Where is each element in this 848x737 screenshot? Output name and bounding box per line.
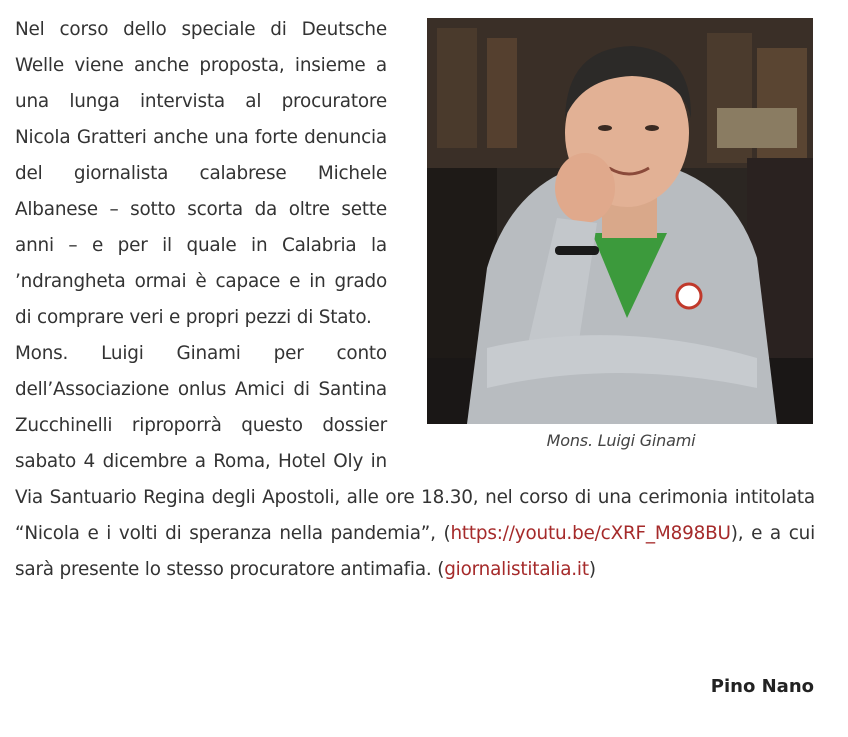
source-link[interactable]: giornalistitalia.it: [444, 559, 589, 580]
article-figure: [427, 18, 815, 452]
photo-caption: Mons. Luigi Ginami: [546, 431, 696, 450]
paragraph-2-start: Mons. Luigi Ginami per conto dell’Associazione onlus Amici di Santina Zucchinelli riproporrà questo dossier sabato 4 dicembre a Roma, Hotel Oly in Via Santuario Regina degli Apostoli, alle ore 18.30, nel corso di una cerimonia intitolata “Nicola e i volti di speranza nella pandemia”, (: [15, 343, 815, 544]
article-body: [15, 12, 815, 588]
portrait-photo: [427, 18, 813, 424]
paragraph-2-end: ): [588, 559, 596, 580]
author-name: Pino Nano: [710, 676, 814, 697]
paragraph-2-mid: ), e a cui sarà presente lo stesso procuratore antimafia. (: [15, 523, 815, 580]
youtube-link[interactable]: https://youtu.be/cXRF_M898BU: [450, 523, 731, 544]
paragraph-1: Nel corso dello speciale di Deutsche Welle viene anche proposta, insieme a una lunga intervista al procuratore Nicola Gratteri anche una forte denuncia del giornalista calabrese Michele Albanese – sotto scorta da oltre sette anni – e per il quale in Calabria la ’ndrangheta ormai è capace e in grado di comprare veri e propri pezzi di Stato.: [15, 19, 387, 328]
